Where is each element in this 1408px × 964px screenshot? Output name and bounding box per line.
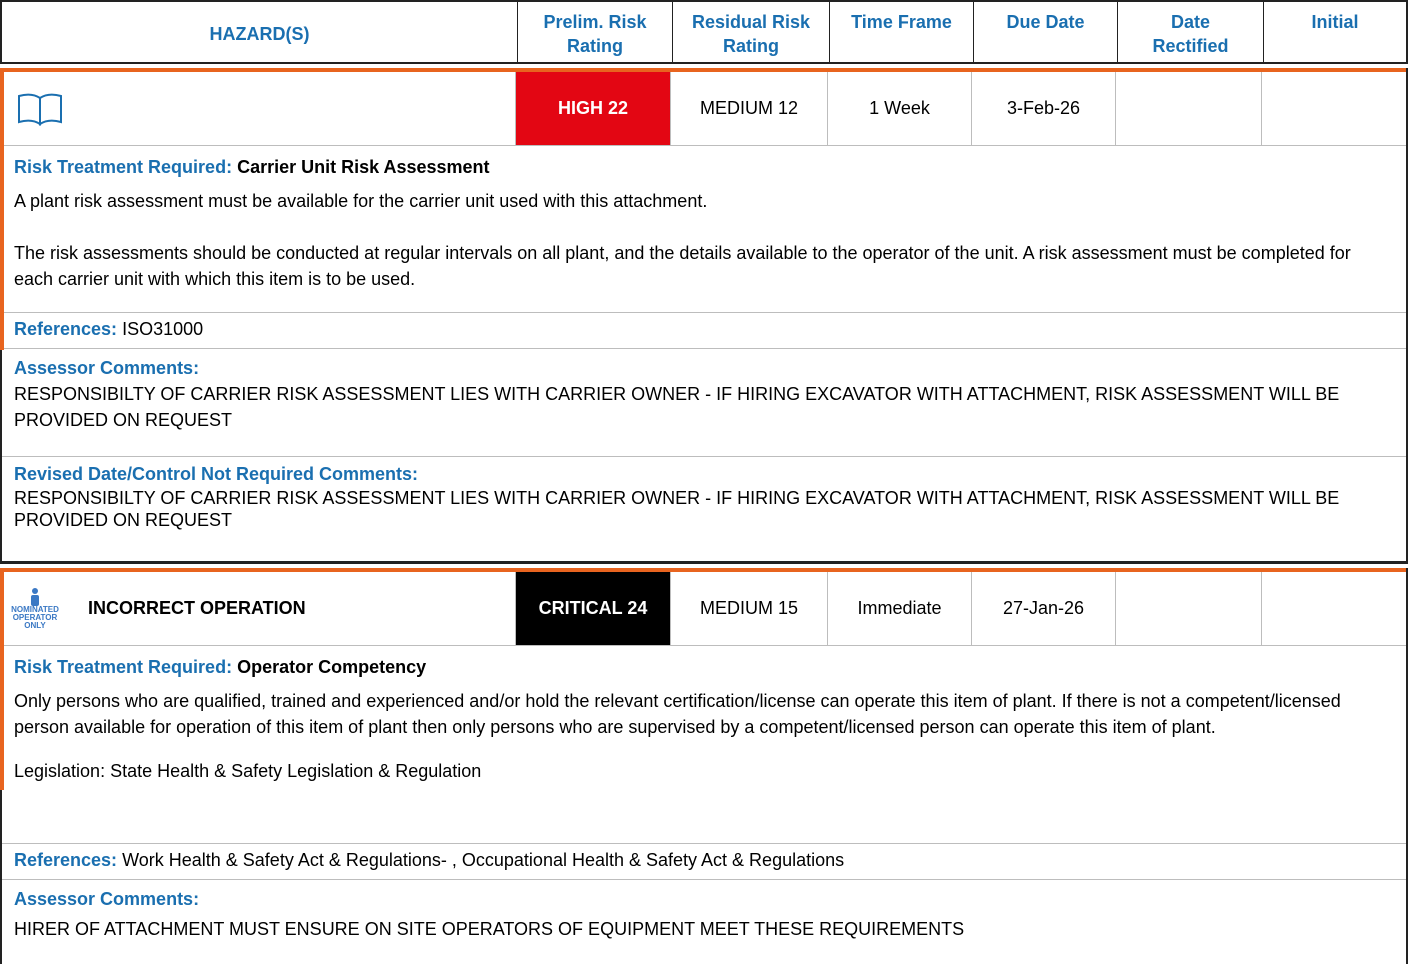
date-rectified <box>1116 572 1262 645</box>
assessor-comments-value: HIRER OF ATTACHMENT MUST ENSURE ON SITE OPERATORS OF EQUIPMENT MEET THESE REQUIREMENTS <box>14 919 965 939</box>
revised-comments-label: Revised Date/Control Not Required Comments: <box>14 464 419 484</box>
references-label: References: <box>14 319 118 339</box>
risk-treatment-section <box>2 146 1406 313</box>
risk-treatment-label: Risk Treatment Required: <box>14 157 233 177</box>
assessor-comments-section <box>2 349 1406 457</box>
due-date: 3-Feb-26 <box>972 72 1116 145</box>
header-residual-risk-rating: Residual Risk Rating <box>673 2 830 62</box>
hazard-accent-bar <box>2 68 1406 72</box>
assessor-comments-label: Assessor Comments: <box>14 358 200 378</box>
assessor-comments-value: RESPONSIBILTY OF CARRIER RISK ASSESSMENT LIES WITH CARRIER OWNER - IF HIRING EXCAVATOR WITH ATTACHMENT, RISK ASSESSMENT WILL BE PROVIDED ON REQUEST <box>14 384 1340 430</box>
risk-treatment-section <box>2 646 1406 844</box>
header-initial: Initial <box>1311 12 1359 32</box>
table-header <box>0 0 1408 64</box>
header-hazards: HAZARD(S) <box>2 2 518 62</box>
initial <box>1262 72 1402 145</box>
references-value: Work Health & Safety Act & Regulations- , Occupational Health & Safety Act & Regulations <box>122 850 845 870</box>
hazard-title: INCORRECT OPERATION <box>88 598 306 618</box>
references-value: ISO31000 <box>122 319 204 339</box>
date-rectified <box>1116 72 1262 145</box>
risk-treatment-value: Carrier Unit Risk Assessment <box>237 157 490 177</box>
header-date-rectified: Date Rectified <box>1118 2 1264 62</box>
nominated-operator-text: NOMINATED OPERATOR ONLY <box>11 604 59 630</box>
risk-treatment-value: Operator Competency <box>237 657 427 677</box>
nominated-operator-icon <box>6 588 64 630</box>
references-section <box>2 844 1406 880</box>
revised-comments-value: RESPONSIBILTY OF CARRIER RISK ASSESSMENT LIES WITH CARRIER OWNER - IF HIRING EXCAVATOR WITH ATTACHMENT, RISK ASSESSMENT WILL BE PROVIDED ON REQUEST <box>14 488 1340 530</box>
risk-treatment-description: A plant risk assessment must be available for the carrier unit used with this attachment. <box>14 191 708 211</box>
due-date: 27-Jan-26 <box>972 572 1116 645</box>
header-due-date: Due Date <box>974 2 1118 62</box>
hazard-block-2 <box>0 568 1408 964</box>
header-time-frame: Time Frame <box>830 2 974 62</box>
references-label: References: <box>14 850 118 870</box>
hazard-summary-row <box>2 72 1406 146</box>
person-icon <box>28 588 42 606</box>
hazard-side-accent <box>0 68 4 350</box>
residual-risk-rating: MEDIUM 12 <box>671 72 828 145</box>
hazard-cell <box>2 72 516 145</box>
risk-treatment-description: Only persons who are qualified, trained and experienced and/or hold the relevant certification/license can operate this item of plant. If there is not a competent/licensed person available for operation of this item of plant then only persons who are supervised by a competent/licensed person can operate this item of plant. <box>14 691 1341 737</box>
header-prelim-risk-rating: Prelim. Risk Rating <box>518 2 673 62</box>
hazard-side-accent <box>0 568 4 790</box>
time-frame: Immediate <box>828 572 972 645</box>
prelim-risk-rating: CRITICAL 24 <box>516 572 671 645</box>
references-section <box>2 313 1406 349</box>
hazard-summary-row <box>2 572 1406 646</box>
assessor-comments-section <box>2 880 1406 942</box>
risk-treatment-details: The risk assessments should be conducted at regular intervals on all plant, and the details available to the operator of the unit. A risk assessment must be completed for each carrier unit with which this item is to be used. <box>14 243 1351 289</box>
book-icon <box>16 92 64 126</box>
assessor-comments-label: Assessor Comments: <box>14 889 200 909</box>
legislation-text: Legislation: State Health & Safety Legislation & Regulation <box>14 761 482 781</box>
revised-comments-section <box>2 457 1406 531</box>
hazard-cell <box>2 572 516 645</box>
initial <box>1262 572 1402 645</box>
hazard-accent-bar <box>2 568 1406 572</box>
risk-treatment-label: Risk Treatment Required: <box>14 657 233 677</box>
prelim-risk-rating: HIGH 22 <box>516 72 671 145</box>
hazard-block-1 <box>0 68 1408 564</box>
time-frame: 1 Week <box>828 72 972 145</box>
residual-risk-rating: MEDIUM 15 <box>671 572 828 645</box>
